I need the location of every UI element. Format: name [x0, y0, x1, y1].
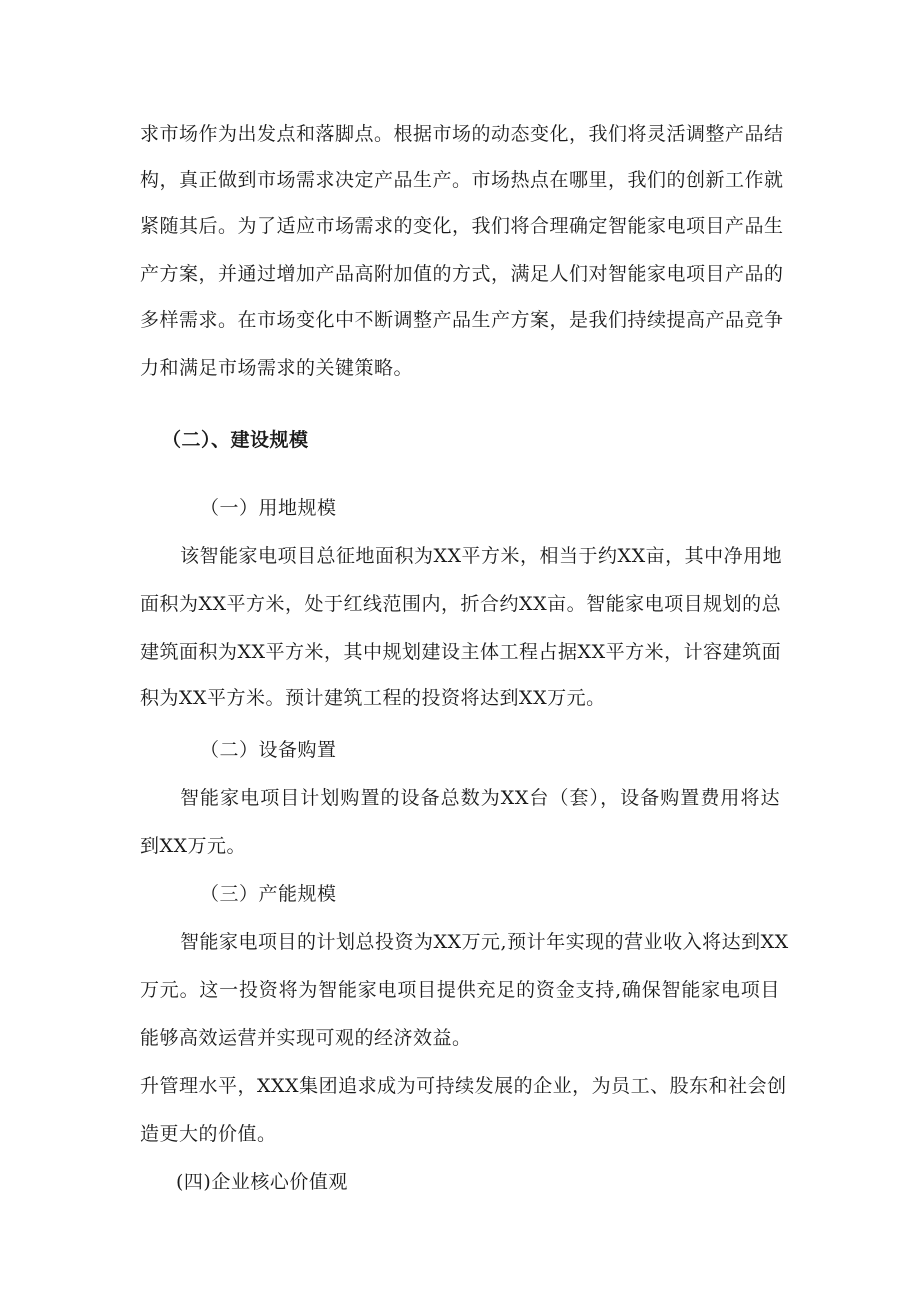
- market-paragraph-line-2: 构，真正做到市场需求决定产品生产。市场热点在哪里，我们的创新工作就: [140, 169, 784, 191]
- capacity-paragraph-line-2: 万元。这一投资将为智能家电项目提供充足的资金支持,确保智能家电项目: [140, 979, 780, 1001]
- capacity-paragraph-line-3: 能够高效运营并实现可观的经济效益。: [140, 1027, 472, 1049]
- capacity-paragraph-line-1: 智能家电项目的计划总投资为XX万元,预计年实现的营业收入将达到XX: [180, 931, 789, 953]
- land-paragraph-line-4: 积为XX平方米。预计建筑工程的投资将达到XX万元。: [140, 687, 606, 709]
- management-paragraph-line-2: 造更大的价值。: [140, 1123, 277, 1145]
- core-values-title: (四)企业核心价值观: [176, 1171, 348, 1193]
- land-paragraph-line-1: 该智能家电项目总征地面积为XX平方米，相当于约XX亩，其中净用地: [180, 545, 783, 567]
- equipment-paragraph-line-2: 到XX万元。: [140, 835, 247, 857]
- capacity-title: （三）产能规模: [200, 883, 337, 905]
- management-paragraph-line-1: 升管理水平，XXX集团追求成为可持续发展的企业，为员工、股东和社会创: [140, 1075, 787, 1097]
- land-paragraph-line-3: 建筑面积为XX平方米，其中规划建设主体工程占据XX平方米，计容建筑面: [140, 641, 782, 663]
- market-paragraph-line-3: 紧随其后。为了适应市场需求的变化，我们将合理确定智能家电项目产品生: [140, 215, 784, 237]
- land-paragraph-line-2: 面积为XX平方米，处于红线范围内，折合约XX亩。智能家电项目规划的总: [140, 593, 782, 615]
- equipment-title: （二）设备购置: [200, 739, 337, 761]
- equipment-paragraph-line-1: 智能家电项目计划购置的设备总数为XX台（套），设备购置费用将达: [180, 787, 780, 809]
- market-paragraph-line-1: 求市场作为出发点和落脚点。根据市场的动态变化，我们将灵活调整产品结: [140, 123, 784, 145]
- market-paragraph-line-4: 产方案，并通过增加产品高附加值的方式，满足人们对智能家电项目产品的: [140, 263, 784, 285]
- land-scale-title: （一）用地规模: [200, 497, 337, 519]
- market-paragraph-line-5: 多样需求。在市场变化中不断调整产品生产方案，是我们持续提高产品竞争: [140, 309, 784, 331]
- construction-scale-heading: （二）、建设规模: [162, 429, 309, 451]
- market-paragraph-line-6: 力和满足市场需求的关键策略。: [140, 357, 414, 379]
